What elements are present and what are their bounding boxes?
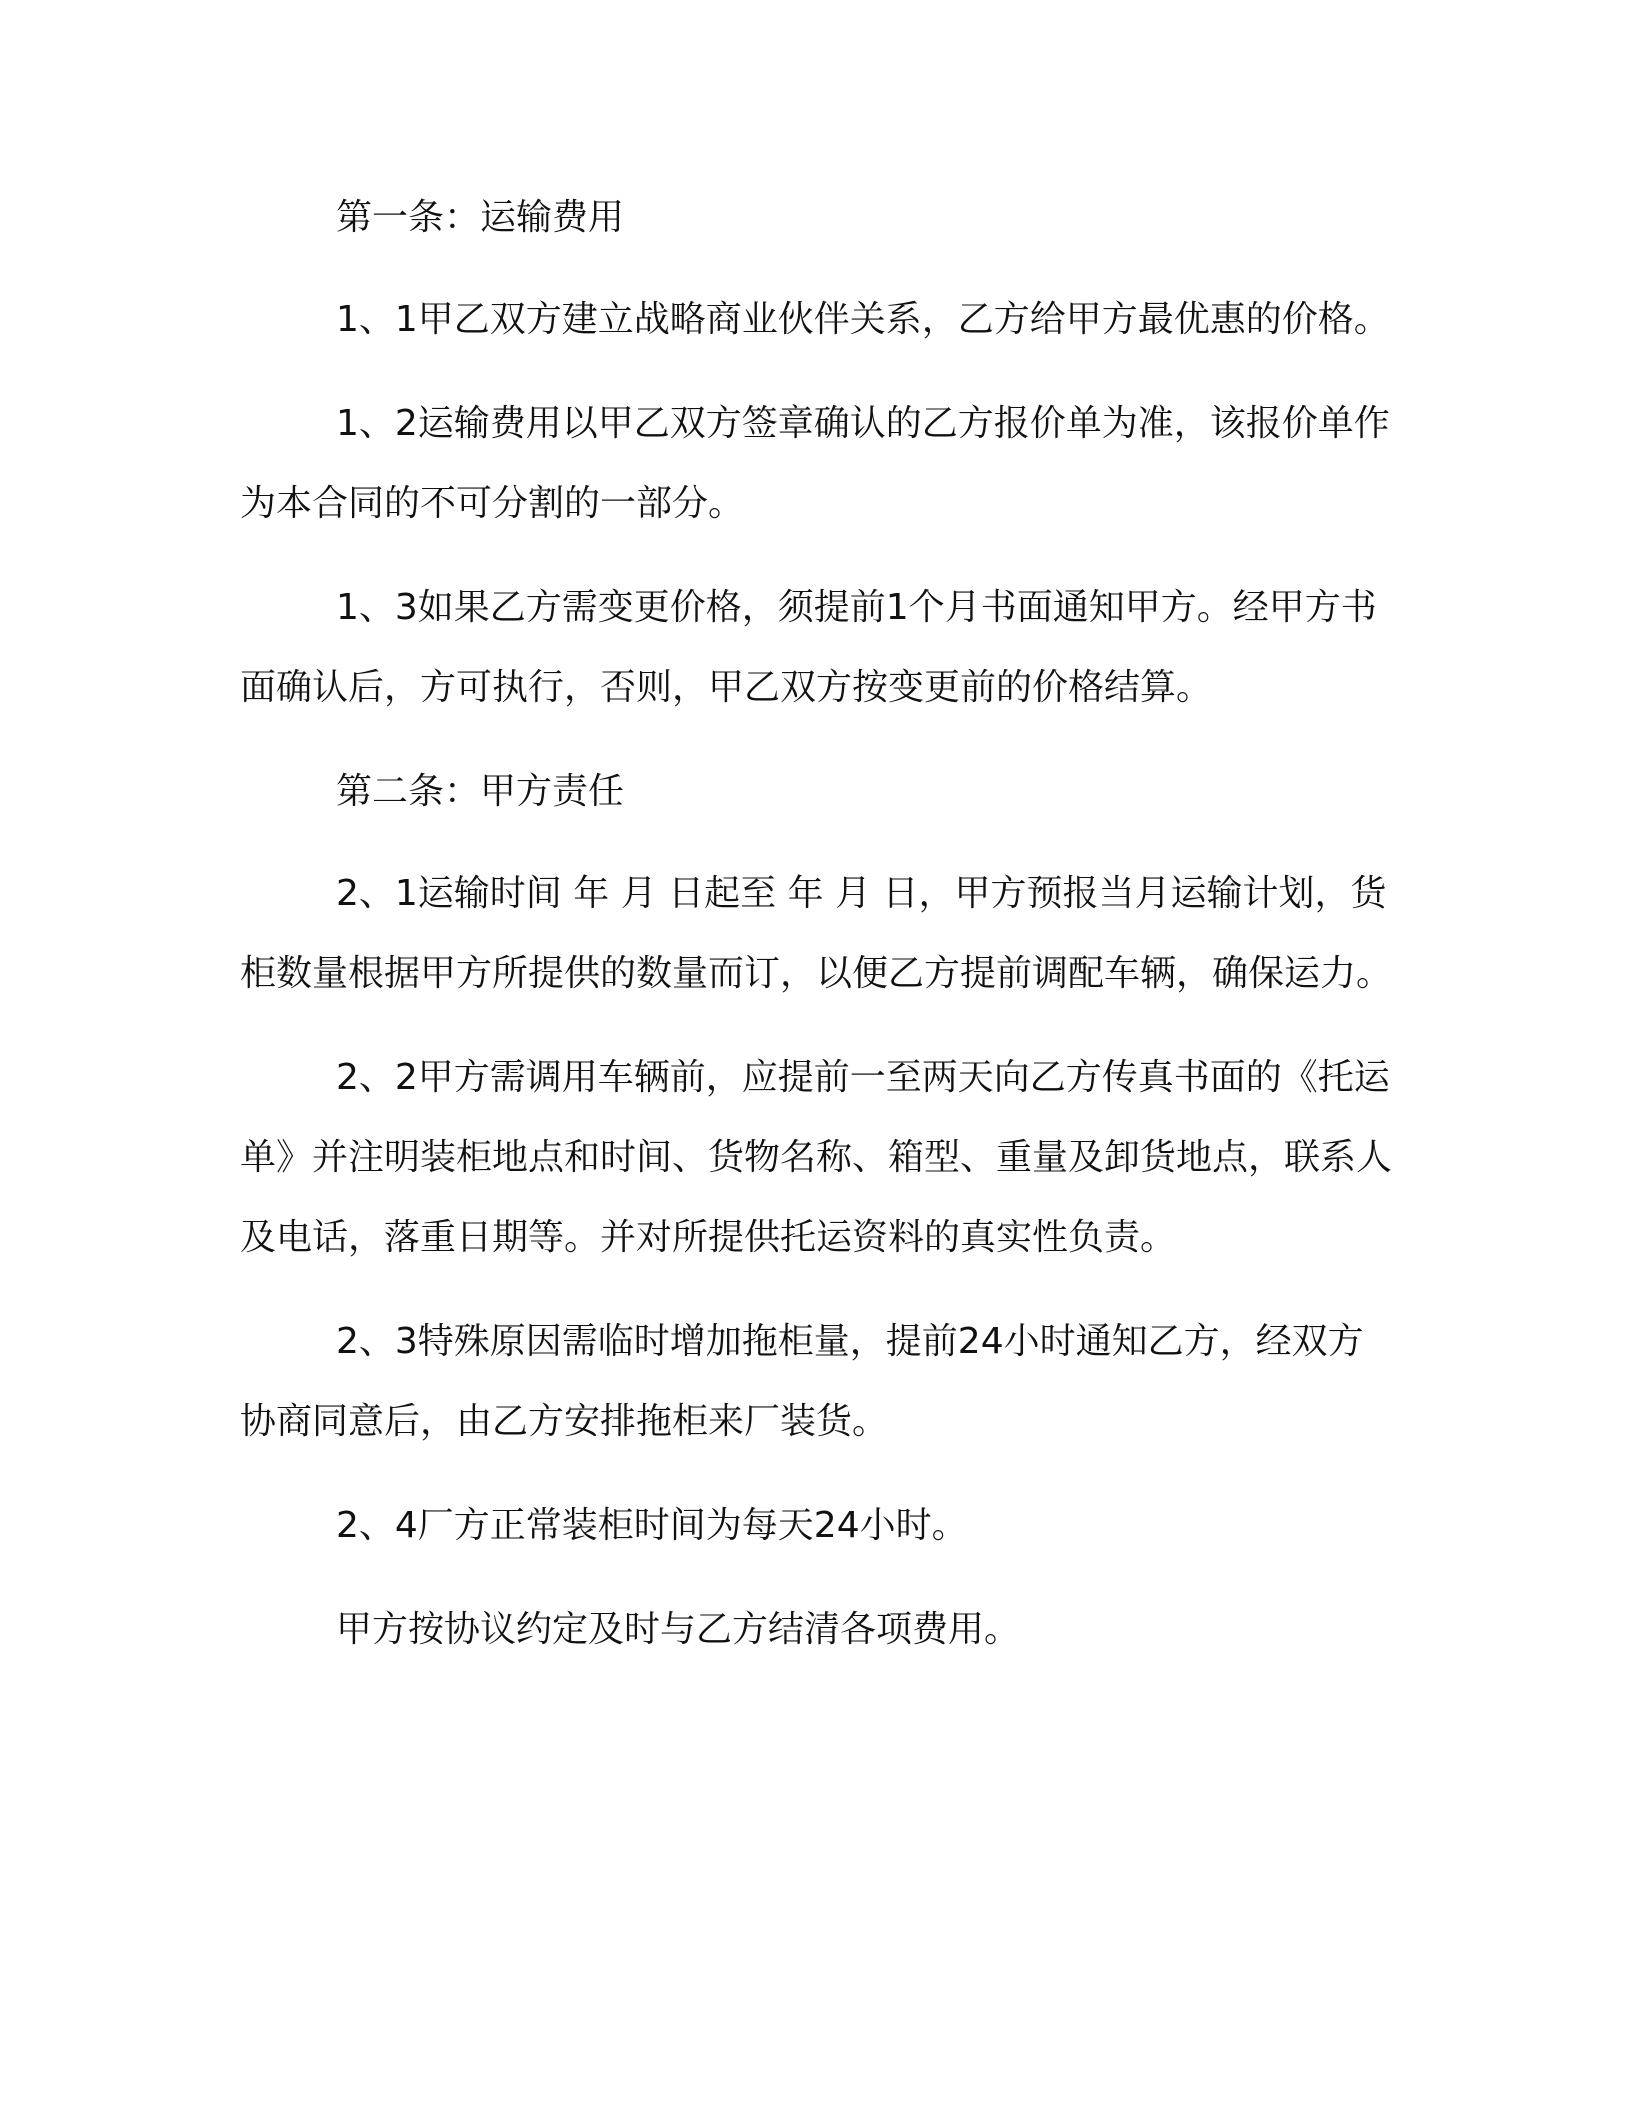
clause-2-2: 2、2甲方需调用车辆前，应提前一至两天向乙方传真书面的《托运单》并注明装柜地点和时间、货物名称、箱型、重量及卸货地点，联系人及电话，落重日期等。并对所提供托运资料的真实性负责。 bbox=[240, 1057, 1393, 1258]
clause-1-2: 1、2运输费用以甲乙双方签章确认的乙方报价单为准，该报价单作为本合同的不可分割的一部分。 bbox=[240, 403, 1390, 524]
payment-clause: 甲方按协议约定及时与乙方结清各项费用。 bbox=[336, 1609, 1021, 1650]
document-body bbox=[240, 178, 1392, 1694]
clause-2-1: 2、1运输时间 年 月 日起至 年 月 日，甲方预报当月运输计划，货柜数量根据甲方所提供的数量而订，以便乙方提前调配车辆，确保运力。 bbox=[240, 873, 1393, 994]
section-heading-1: 第一条：运输费用 bbox=[336, 197, 625, 238]
clause-2-3: 2、3特殊原因需临时增加拖柜量，提前24小时通知乙方，经双方协商同意后，由乙方安排拖柜来厂装货。 bbox=[240, 1321, 1364, 1442]
clause-1-3: 1、3如果乙方需变更价格，须提前1个月书面通知甲方。经甲方书面确认后，方可执行，否则，甲乙双方按变更前的价格结算。 bbox=[240, 587, 1377, 708]
section-heading-2: 第二条：甲方责任 bbox=[336, 771, 625, 812]
clause-1-1: 1、1甲乙双方建立战略商业伙伴关系，乙方给甲方最优惠的价格。 bbox=[336, 299, 1390, 340]
clause-2-4: 2、4厂方正常装柜时间为每天24小时。 bbox=[336, 1505, 968, 1546]
